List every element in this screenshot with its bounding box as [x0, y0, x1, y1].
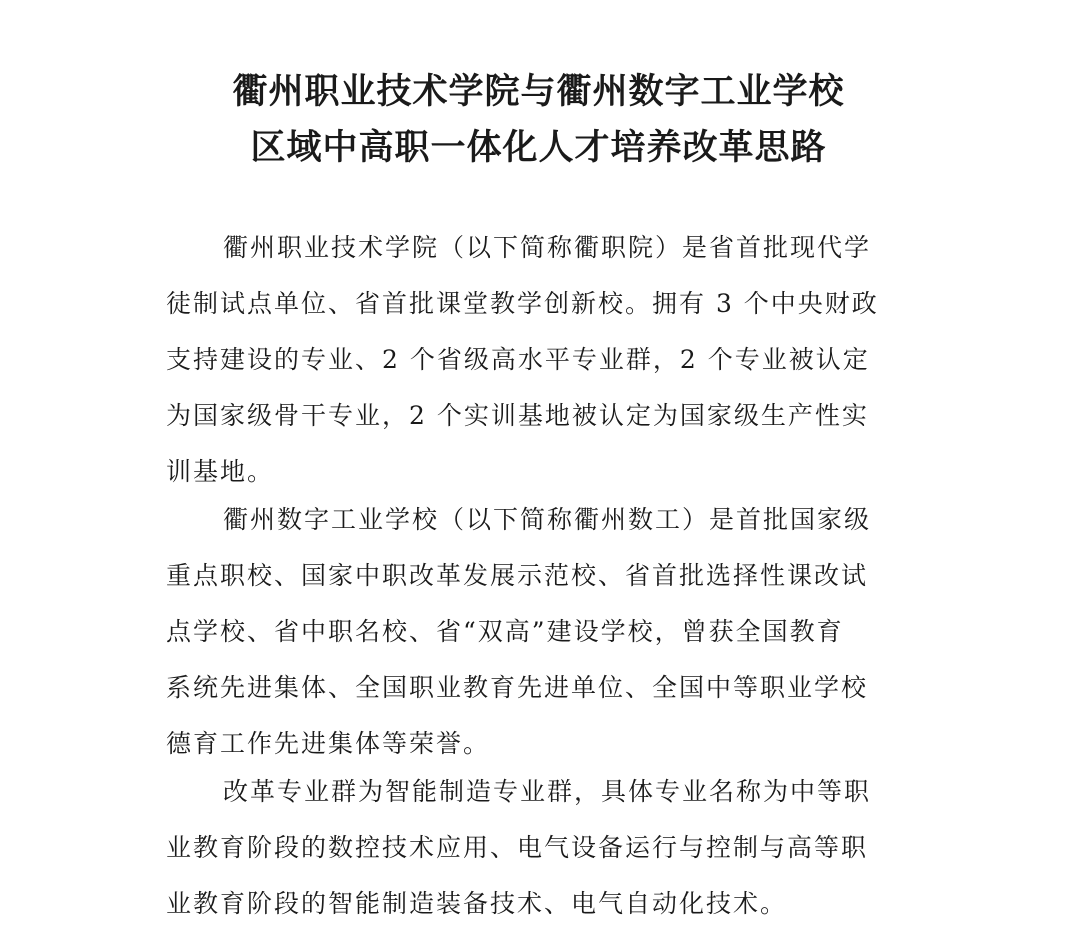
paragraph-line: 业教育阶段的数控技术应用、电气设备运行与控制与高等职	[166, 833, 869, 862]
paragraph-line: 系统先进集体、全国职业教育先进单位、全国中等职业学校	[166, 673, 869, 702]
paragraph-line: 改革专业群为智能制造专业群，具体专业名称为中等职	[223, 777, 872, 806]
document-title-line-2: 区域中高职一体化人才培养改革思路	[250, 128, 827, 168]
paragraph-line: 衢州职业技术学院（以下简称衢职院）是省首批现代学	[223, 233, 872, 262]
paragraph-line: 支持建设的专业、2 个省级高水平专业群，2 个专业被认定	[166, 345, 870, 374]
paragraph-line: 徒制试点单位、省首批课堂教学创新校。拥有 3 个中央财政	[166, 289, 879, 318]
paragraph-line: 为国家级骨干专业，2 个实训基地被认定为国家级生产性实	[166, 401, 869, 430]
paragraph-line: 衢州数字工业学校（以下简称衢州数工）是首批国家级	[223, 505, 872, 534]
paragraph-line: 点学校、省中职名校、省“双高”建设学校，曾获全国教育	[166, 617, 844, 646]
paragraph-line: 重点职校、国家中职改革发展示范校、省首批选择性课改试	[166, 561, 869, 590]
document-title-line-1: 衢州职业技术学院与衢州数字工业学校	[232, 72, 845, 112]
paragraph-line: 训基地。	[166, 457, 275, 486]
paragraph-line: 业教育阶段的智能制造装备技术、电气自动化技术。	[166, 889, 788, 918]
paragraph-line: 德育工作先进集体等荣誉。	[166, 729, 491, 758]
